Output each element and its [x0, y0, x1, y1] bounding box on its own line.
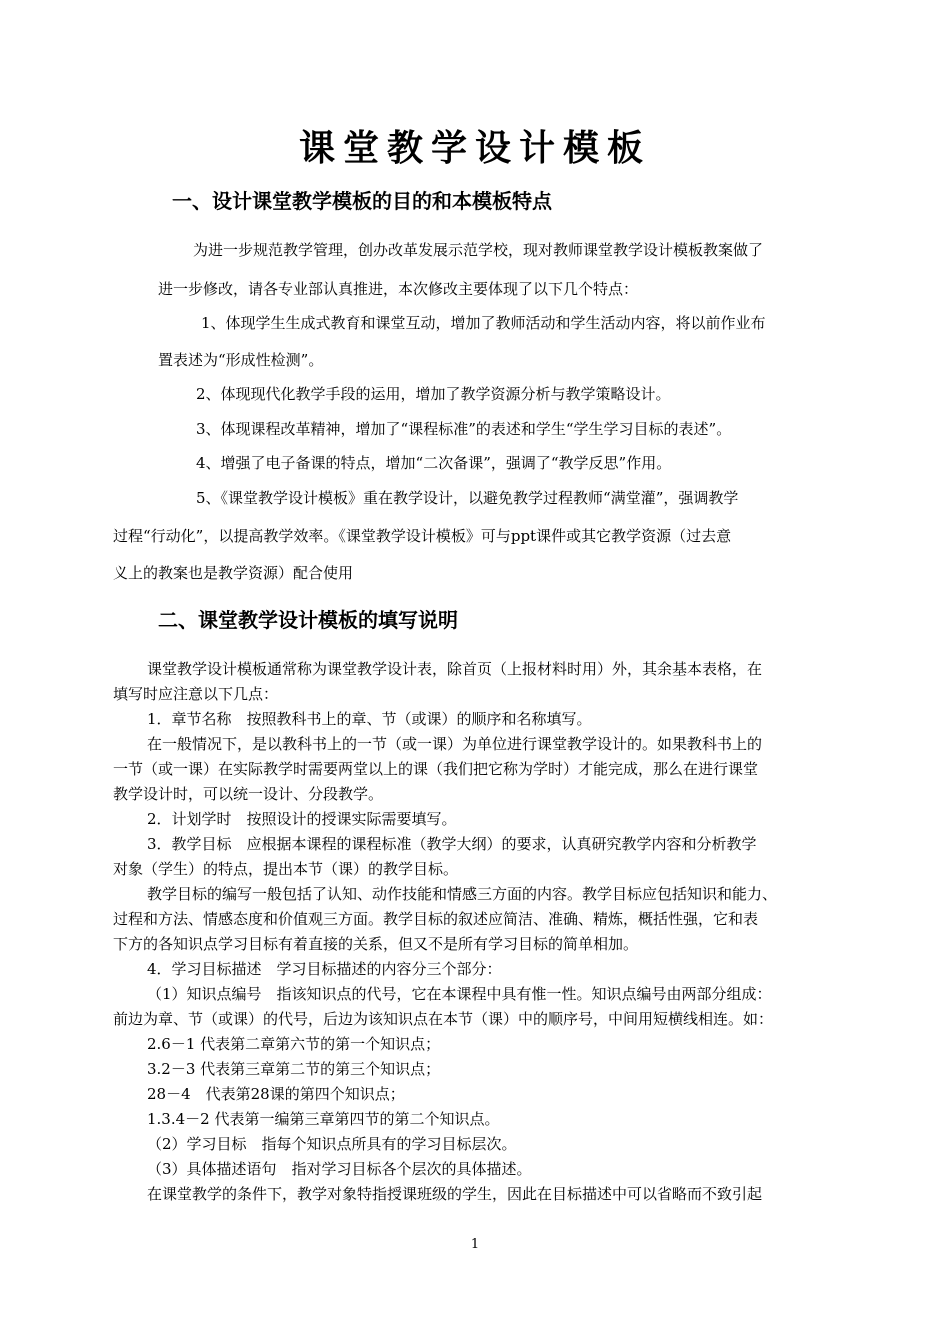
section2-line: 下方的各知识点学习目标有着直接的关系，但又不是所有学习目标的简单相加。 — [113, 935, 639, 953]
section2-line: 在课堂教学的条件下，教学对象特指授课班级的学生，因此在目标描述中可以省略而不致引起 — [147, 1185, 763, 1203]
section1-line: 为进一步规范教学管理，创办改革发展示范学校，现对教师课堂教学设计模板教案做了 — [193, 241, 764, 259]
section2-line: 教学设计时，可以统一设计、分段教学。 — [113, 785, 384, 803]
section2-line: （2）学习目标 指每个知识点所具有的学习目标层次。 — [147, 1135, 517, 1153]
section2-line: （1）知识点编号 指该知识点的代号，它在本课程中具有惟一性。知识点编号由两部分组成： — [147, 985, 772, 1003]
section2-line: 1．章节名称 按照教科书上的章、节（或课）的顺序和名称填写。 — [147, 710, 592, 728]
section1-line: 过程“行动化”，以提高教学效率。《课堂教学设计模板》可与ppt课件或其它教学资源（过去意 — [113, 527, 732, 545]
section2-line: 3．教学目标 应根据本课程的课程标准（教学大纲）的要求，认真研究教学内容和分析教学 — [147, 835, 757, 853]
section2-line: 在一般情况下，是以教科书上的一节（或一课）为单位进行课堂教学设计的。如果教科书上的 — [147, 735, 763, 753]
section1-line: 1、体现学生生成式教育和课堂互动，增加了教师活动和学生活动内容，将以前作业布 — [201, 314, 766, 332]
section2-line: 2．计划学时 按照设计的授课实际需要填写。 — [147, 810, 457, 828]
section2-line: 1.3.4－2 代表第一编第三章第四节的第二个知识点。 — [147, 1110, 500, 1128]
section1-line: 置表述为“形成性检测”。 — [158, 351, 324, 369]
section2-line: 教学目标的编写一般包括了认知、动作技能和情感三方面的内容。教学目标应包括知识和能力、 — [147, 885, 778, 903]
document-title: 课堂教学设计模板 — [298, 127, 651, 169]
section2-line: 课堂教学设计模板通常称为课堂教学设计表，除首页（上报材料时用）外，其余基本表格，在 — [147, 660, 763, 678]
section2-line: 前边为章、节（或课）的代号，后边为该知识点在本节（课）中的顺序号，中间用短横线相连。如： — [113, 1010, 774, 1028]
section1-line: 2、体现现代化教学手段的运用，增加了教学资源分析与教学策略设计。 — [196, 385, 671, 403]
section2-line: 28－4 代表第28课的第四个知识点； — [147, 1085, 405, 1103]
section2-heading: 二、课堂教学设计模板的填写说明 — [158, 608, 458, 632]
section1-line: 义上的教案也是教学资源）配合使用 — [113, 564, 354, 582]
section2-line: 3.2－3 代表第三章第二节的第三个知识点； — [147, 1060, 441, 1078]
section1-line: 进一步修改，请各专业部认真推进，本次修改主要体现了以下几个特点： — [158, 280, 639, 298]
section1-line: 5、《课堂教学设计模板》重在教学设计，以避免教学过程教师“满堂灌”，强调教学 — [196, 489, 739, 507]
section2-line: 一节（或一课）在实际教学时需要两堂以上的课（我们把它称为学时）才能完成，那么在进行课堂 — [113, 760, 759, 778]
section1-line: 4、增强了电子备课的特点，增加“二次备课”，强调了“教学反思”作用。 — [196, 454, 672, 472]
section1-heading: 一、设计课堂教学模板的目的和本模板特点 — [172, 189, 552, 213]
section2-line: 过程和方法、情感态度和价值观三方面。教学目标的叙述应简洁、准确、精炼，概括性强，它和表 — [113, 910, 759, 928]
section2-line: 对象（学生）的特点，提出本节（课）的教学目标。 — [113, 860, 459, 878]
page-number: 1 — [470, 1237, 480, 1252]
section2-line: 2.6－1 代表第二章第六节的第一个知识点； — [147, 1035, 441, 1053]
section2-line: 填写时应注意以下几点： — [113, 685, 279, 703]
section2-line: （3）具体描述语句 指对学习目标各个层次的具体描述。 — [147, 1160, 532, 1178]
section2-line: 4．学习目标描述 学习目标描述的内容分三个部分： — [147, 960, 502, 978]
section1-line: 3、体现课程改革精神，增加了“课程标准”的表述和学生“学生学习目标的表述”。 — [196, 420, 732, 438]
